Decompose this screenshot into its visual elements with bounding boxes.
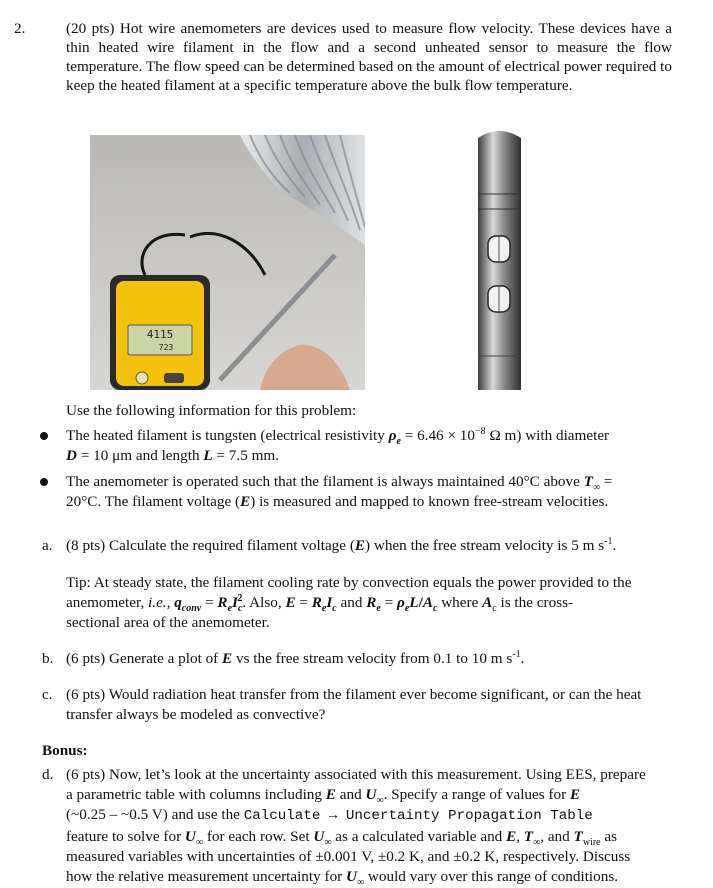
meter-reading-bottom: 723 [158,343,174,352]
resistivity-exponent: −8 [475,425,486,437]
tip-q: q [174,594,182,611]
bullet-dot-2 [40,478,48,486]
tip-rho: ρ [397,594,405,611]
part-a-tip [66,573,674,632]
rho-subscript: e [396,436,401,448]
tip-line-1: Tip: At steady state, the filament cooling rate by convection equals the power provided to the [66,574,632,591]
part-a-question [66,536,676,555]
bullet-2 [66,472,676,511]
d-l4f: as [600,828,618,845]
length-symbol: L [203,447,213,464]
part-c-question [66,685,676,724]
t-inf-subscript: ∞ [592,482,601,494]
tip-e: e [227,603,233,615]
d-l4e: , and [540,828,574,845]
d-l2-e2: E [569,786,581,803]
d-l2-inf: ∞ [376,795,384,807]
tip-l2b: , [166,594,175,611]
tip-l2c: . Also, [242,594,286,611]
tip-conv: conv [181,603,202,615]
d-l6b: would vary over this range of conditions. [364,868,619,885]
part-d-label: d. [42,766,54,783]
part-b-exp: -1 [512,648,521,660]
tip-line-3: sectional area of the anemometer. [66,614,270,631]
tip-ie: i.e. [148,594,167,611]
tip-eq1: = [201,594,218,611]
d-l4c: as a calculated variable and [331,828,507,845]
part-b-text3: . [520,650,525,667]
diameter-text: = 10 μm and length [76,447,204,464]
tip-e3: e [376,603,381,615]
meter-reading-top: 4115 [146,328,174,341]
bullet-2-eq: = [600,473,613,490]
problem-number: 2. [14,20,26,37]
d-l4-inf3: ∞ [533,837,541,849]
bullet-dot-1 [40,432,48,440]
anemometer-photo [90,135,365,390]
d-l4-wire: wire [582,837,601,849]
t-inf-symbol: T [583,473,593,490]
tip-ac: A [482,594,493,611]
d-l2b: and [335,786,366,803]
bonus-heading: Bonus: [42,742,88,759]
tip-r3: R [366,594,377,611]
info-heading: Use the following information for this problem: [66,402,357,419]
part-b-text2: vs the free stream velocity from 0.1 to 10 m s [232,650,513,667]
tip-c: c [237,603,243,615]
tip-c3: c [432,603,438,615]
bullet-1 [66,426,676,465]
tip-r: R [217,594,228,611]
bullet-2-line1: The anemometer is operated such that the filament is always maintained 40°C above [66,473,584,490]
length-text: = 7.5 mm. [212,447,280,464]
tip-e-voltage: E [285,594,296,611]
part-b-question [66,649,676,668]
part-c-label: c. [42,686,53,703]
d-l2a: a parametric table with columns including [66,786,326,803]
tip-where: where [437,594,483,611]
d-l2c: . Specify a range of values for [383,786,570,803]
part-a-text2: ) when the free stream velocity is 5 m s [365,537,605,554]
tip-i2: I [326,594,333,611]
tip-line-2 [66,592,674,615]
resistivity-unit: Ω m) with diameter [485,427,610,444]
part-d-line2 [66,785,676,807]
d-l4-u2: U [313,828,325,845]
tip-i: I [232,594,238,611]
resistivity-value: = 6.46 × 10 [400,427,475,444]
part-b-label: b. [42,650,54,667]
d-l3a: (~0.25 – ~0.5 V) and use the [66,806,244,823]
tip-c2: c [332,603,337,615]
d-l4-inf2: ∞ [324,837,332,849]
bullet-2-line2b: ) is measured and mapped to known free-stream velocities. [250,493,609,510]
d-l4-t: T [523,828,534,845]
d-l2-e: E [325,786,336,803]
part-a-e-symbol: E [354,537,366,554]
part-d-line4 [66,827,676,849]
tip-a: A [422,594,433,611]
problem-intro: (20 pts) Hot wire anemometers are devices used to measure flow velocity. These devices have a thin heated wire filament in the flow and a second unheated sensor to measure the flow temperature. The flow speed can be determined based on the amount of electrical power required to keep the heated filament at a specific temperature above the bulk flow temperature. [66,20,672,94]
bullet-2-line2a: 20°C. The filament voltage ( [66,493,241,510]
part-a-exp: -1 [604,535,613,547]
d-l4-tw: T [573,828,583,845]
part-d-line6 [66,867,676,886]
part-c-line1: (6 pts) Would radiation heat transfer from the filament ever become significant, or can the heat [66,686,642,703]
part-a-text1: (8 pts) Calculate the required filament voltage ( [66,537,355,554]
tip-slash: / [418,594,423,611]
part-b-text1: (6 pts) Generate a plot of [66,650,223,667]
part-d-line3 [66,805,676,826]
bullet-1-text: The heated filament is tungsten (electrical resistivity [66,427,385,444]
tip-l: L [409,594,419,611]
d-l3-code: Calculate → Uncertainty Propagation Table [243,808,593,824]
d-l2-u: U [365,786,377,803]
d-l6-u: U [346,868,357,885]
diameter-symbol: D [66,447,77,464]
tip-e4: e [404,603,410,615]
voltage-symbol: E [240,493,251,510]
part-d-line1: (6 pts) Now, let’s look at the uncertainty associated with this measurement. Using EES, prepare [66,766,646,783]
d-l6a: how the relative measurement uncertainty for [66,868,347,885]
tip-ac-sub: c [492,603,497,615]
tip-eq3: = [380,594,398,611]
tip-l2a: anemometer, [66,594,149,611]
d-l6-inf: ∞ [356,877,365,888]
part-d-question [66,765,676,886]
probe-photo-graphic [462,124,537,390]
anemometer-photo-graphic [90,135,365,390]
probe-photo [462,124,537,390]
tip-squared: 2 [237,592,243,604]
part-a-label: a. [42,537,53,554]
d-l4d: , [516,828,524,845]
rho-symbol: ρ [388,427,397,444]
part-b-e-symbol: E [222,650,233,667]
part-d-line5: measured variables with uncertainties of ±0.001 V, ±0.2 K, and ±0.2 K, respectively. Discuss [66,848,631,865]
part-a-text3: . [612,537,617,554]
tip-and: and [336,594,367,611]
d-l4a: feature to solve for [66,828,185,845]
part-c-line2: transfer always be modeled as convective? [66,706,326,723]
d-l4b: for each row. Set [203,828,314,845]
d-l4-e: E [506,828,517,845]
d-l4-u: U [184,828,196,845]
tip-e2: e [321,603,327,615]
tip-eq2: = [295,594,312,611]
tip-r2: R [311,594,322,611]
d-l4-inf: ∞ [195,837,204,849]
tip-l2d: is the cross- [496,594,574,611]
